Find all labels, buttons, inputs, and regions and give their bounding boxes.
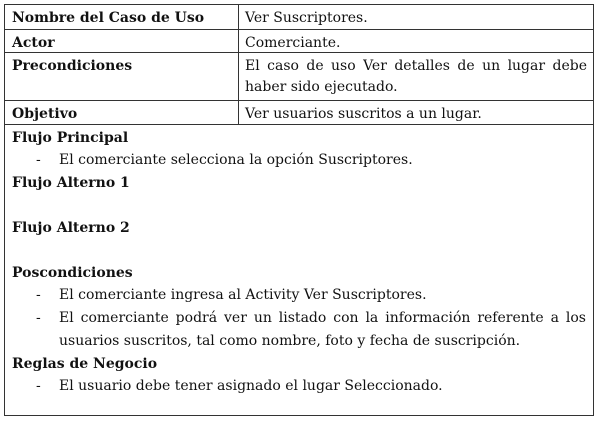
value-objetivo: Ver usuarios suscritos a un lugar.	[245, 106, 482, 122]
poscondiciones-item-2: El comerciante podrá ver un listado con la información referente a los usuarios suscritos, tal como nombre, foto y fecha de suscripción.	[59, 310, 586, 349]
flujo-alterno-1-title: Flujo Alterno 1	[12, 175, 130, 191]
row-objetivo	[5, 101, 593, 125]
flows-section	[5, 125, 593, 398]
spacer	[12, 194, 586, 217]
value-actor: Comerciante.	[245, 35, 341, 51]
row-actor	[5, 30, 593, 53]
flujo-principal-title: Flujo Principal	[12, 130, 129, 146]
use-case-table	[4, 4, 594, 416]
row-nombre	[5, 5, 593, 30]
poscondiciones-item-1: El comerciante ingresa al Activity Ver Suscriptores.	[59, 287, 427, 303]
label-actor: Actor	[5, 30, 239, 52]
flujo-principal-item: El comerciante selecciona la opción Suscriptores.	[59, 152, 413, 168]
reglas-negocio-title: Reglas de Negocio	[12, 356, 158, 372]
label-nombre: Nombre del Caso de Uso	[5, 5, 239, 29]
row-precondiciones	[5, 53, 593, 101]
label-objetivo: Objetivo	[5, 101, 239, 124]
bullet-dash: -	[36, 287, 41, 303]
bullet-dash: -	[36, 310, 41, 326]
list-item	[12, 284, 586, 307]
reglas-negocio-item: El usuario debe tener asignado el lugar Seleccionado.	[59, 378, 443, 394]
list-item	[12, 307, 586, 353]
value-precondiciones: El caso de uso Ver detalles de un lugar debe haber sido ejecutado.	[245, 58, 587, 95]
flujo-alterno-2-title: Flujo Alterno 2	[12, 220, 130, 236]
list-item	[12, 375, 586, 398]
label-precondiciones: Precondiciones	[5, 53, 239, 100]
poscondiciones-title: Poscondiciones	[12, 265, 133, 281]
bullet-dash: -	[36, 378, 41, 394]
spacer	[12, 239, 586, 262]
value-nombre: Ver Suscriptores.	[245, 10, 368, 26]
bullet-dash: -	[36, 152, 41, 168]
list-item	[12, 149, 586, 172]
